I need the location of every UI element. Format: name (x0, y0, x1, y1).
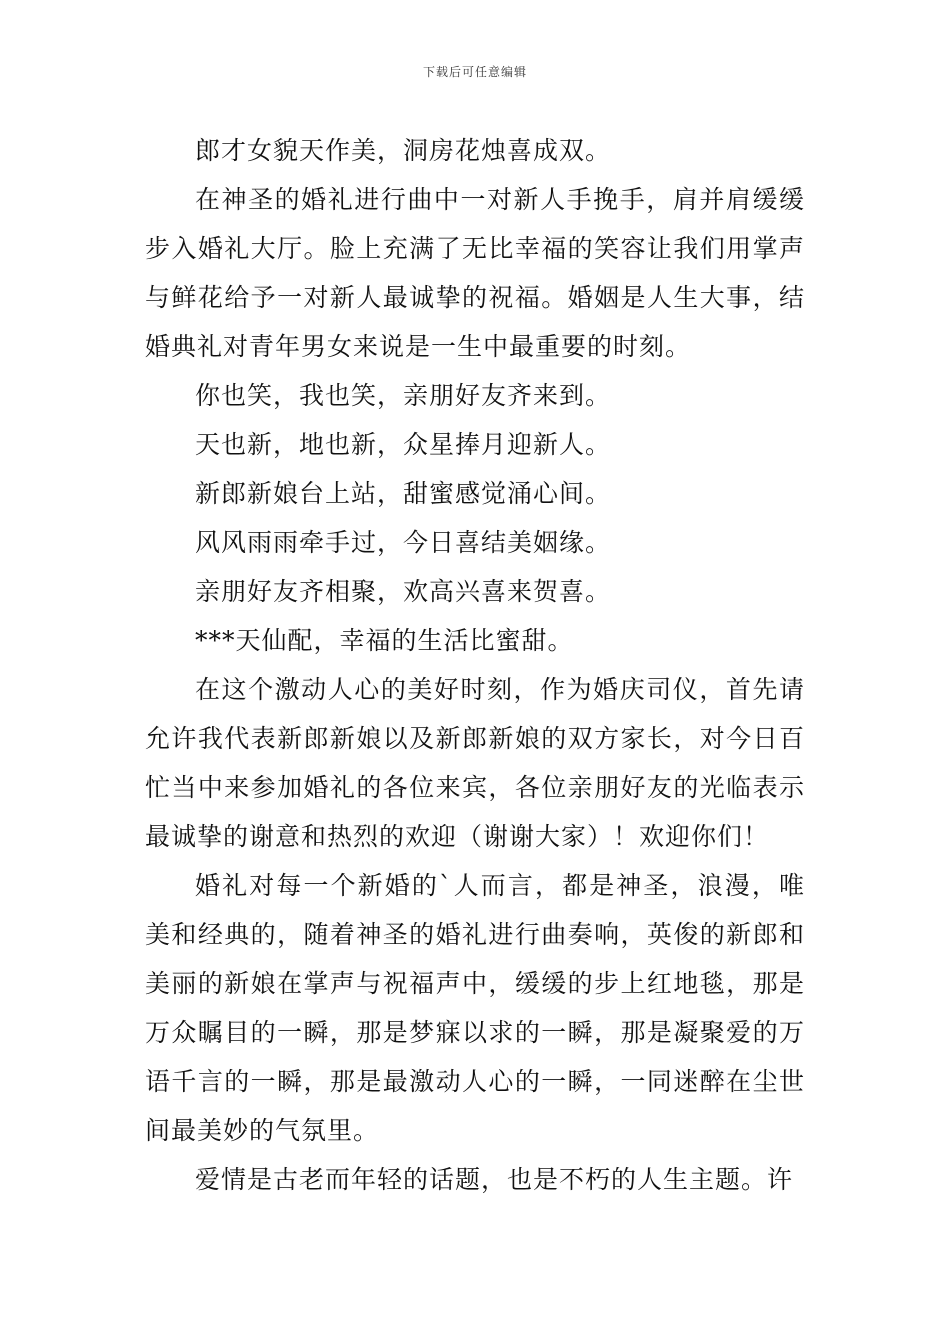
paragraph-wedding-march: 在神圣的婚礼进行曲中一对新人手挽手，肩并肩缓缓步入婚礼大厅。脸上充满了无比幸福的笑容让我们用掌声与鲜花给予一对新人最诚挚的祝福。婚姻是人生大事，结婚典礼对青年男女来说是一生中最重要的时刻。 (145, 185, 805, 361)
verse-line-6: ***天仙配，幸福的生活比蜜甜。 (195, 626, 574, 655)
verse-line-3: 新郎新娘台上站，甜蜜感觉涌心间。 (195, 479, 612, 508)
page-header: 下载后可任意编辑 (422, 65, 527, 79)
verse-line-1: 你也笑，我也笑，亲朋好友齐来到。 (195, 381, 612, 410)
paragraph-welcome: 在这个激动人心的美好时刻，作为婚庆司仪，首先请允许我代表新郎新娘以及新郎新娘的双方家长，对今日百忙当中来参加婚礼的各位来宾，各位亲朋好友的光临表示最诚挚的谢意和热烈的欢迎（谢谢大家）！欢迎你们！ (145, 675, 805, 851)
paragraph-couplet: 郎才女貌天作美，洞房花烛喜成双。 (195, 136, 612, 165)
paragraph-ceremony: 婚礼对每一个新婚的`人而言，都是神圣，浪漫，唯美和经典的，随着神圣的婚礼进行曲奏响，英俊的新郎和美丽的新娘在掌声与祝福声中，缓缓的步上红地毯，那是万众瞩目的一瞬，那是梦寐以求的一瞬，那是凝聚爱的万语千言的一瞬，那是最激动人心的一瞬，一同迷醉在尘世间最美妙的气氛里。 (145, 871, 805, 1145)
verse-line-5: 亲朋好友齐相聚，欢高兴喜来贺喜。 (195, 577, 612, 606)
paragraph-love-theme: 爱情是古老而年轻的话题，也是不朽的人生主题。许 (195, 1165, 794, 1194)
document-body (145, 126, 805, 1204)
verse-line-2: 天也新，地也新，众星捧月迎新人。 (195, 430, 612, 459)
verse-line-4: 风风雨雨牵手过，今日喜结美姻缘。 (195, 528, 612, 557)
